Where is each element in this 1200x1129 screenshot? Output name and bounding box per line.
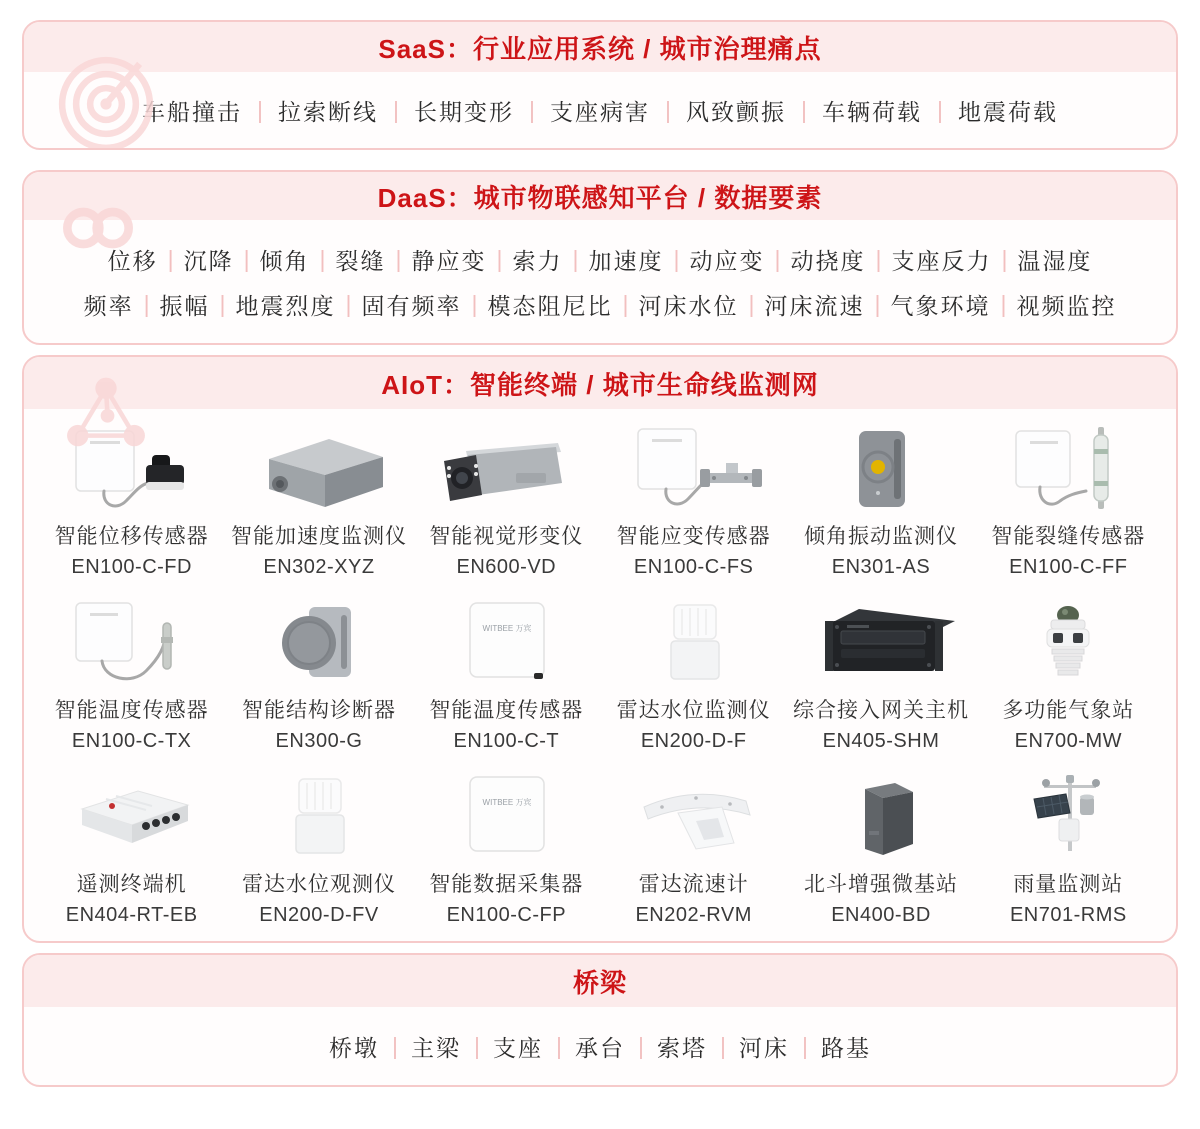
list-item: 索力 [512,247,563,274]
list-item: 模态阻尼比 [487,292,613,319]
separator: | [665,96,671,123]
bridge-header [24,955,1176,1007]
product-model: EN200-D-FV [259,904,379,926]
separator: | [319,245,326,272]
product-model: EN301-AS [831,556,931,578]
product-model: EN300-G [275,730,363,752]
product-model: EN100-C-FP [446,904,567,926]
product-name: 智能视觉形变仪 [429,525,584,548]
product-image-tilt-vibration-monitor [795,425,967,521]
list-item: 温湿度 [1017,247,1093,274]
product-image-weather-station [982,599,1154,695]
separator: | [1000,290,1007,317]
product-image-beidou-microstation [795,773,967,869]
saas-items-row [142,94,1058,127]
daas-section [22,170,1178,345]
separator: | [471,290,478,317]
product-name: 智能加速度监测仪 [230,525,407,548]
product-image-radar-water-level-monitor [608,599,780,695]
list-item: 裂缝 [335,247,386,274]
product-card [789,769,972,941]
product-card [227,595,410,767]
product-name: 雨量监测站 [1013,873,1124,896]
product-card [977,421,1160,593]
product-name: 多功能气象站 [1002,699,1135,722]
product-card [415,421,598,593]
bridge-section [22,953,1178,1087]
product-card [227,421,410,593]
separator: | [257,96,264,123]
product-card [977,769,1160,941]
list-item: 地震荷载 [957,98,1058,125]
list-item: 桥墩 [329,1034,380,1061]
separator: | [801,1032,808,1059]
saas-section [22,20,1178,150]
product-model: EN100-C-FS [633,556,754,578]
list-item: 视频监控 [1016,292,1117,319]
product-model: EN600-VD [456,556,557,578]
product-card [789,421,972,593]
daas-header [24,172,1176,220]
list-item: 振幅 [159,292,210,319]
separator: | [774,245,781,272]
separator: | [875,245,882,272]
separator: | [496,245,503,272]
product-name: 雷达流速计 [638,873,749,896]
separator: | [673,245,680,272]
product-image-strain-sensor [608,425,780,521]
separator: | [638,1032,644,1059]
product-image-rainfall-station [982,773,1154,869]
separator: | [392,1032,399,1059]
list-item: 频率 [83,292,134,319]
separator: | [748,290,755,317]
product-name: 综合接入网关主机 [792,699,969,722]
daas-items-row-1 [108,243,1093,276]
product-image-temperature-sensor-panel [420,599,592,695]
list-item: 车船撞击 [142,98,243,125]
list-item: 支座 [493,1034,544,1061]
separator: | [874,290,881,317]
product-image-structure-diagnoser [233,599,405,695]
product-image-gateway-host [795,599,967,695]
list-item: 路基 [820,1034,871,1061]
product-model: EN701-RMS [1009,904,1127,926]
separator: | [1001,245,1008,272]
aiot-title: AIoT：智能终端 / 城市生命线监测网 [381,369,819,400]
product-model: EN405-SHM [822,730,940,752]
product-name: 雷达水位观测仪 [241,873,396,896]
product-card [40,421,223,593]
separator: | [219,290,226,317]
list-item: 动应变 [689,247,765,274]
product-name: 智能应变传感器 [616,525,771,548]
product-card [602,421,785,593]
list-item: 动挠度 [790,247,866,274]
separator: | [622,290,629,317]
product-model: EN100-C-FF [1009,556,1128,578]
product-card [602,595,785,767]
product-name: 智能温度传感器 [429,699,584,722]
daas-title: DaaS：城市物联感知平台 / 数据要素 [377,182,823,213]
product-name: 智能温度传感器 [54,699,209,722]
product-name: 智能结构诊断器 [241,699,396,722]
product-image-accelerometer [233,425,405,521]
separator: | [572,245,579,272]
list-item: 风致颤振 [685,98,786,125]
list-item: 气象环境 [890,292,991,319]
product-name: 智能数据采集器 [429,873,584,896]
list-item: 倾角 [259,247,310,274]
separator: | [800,96,807,123]
separator: | [345,290,352,317]
list-item: 位移 [107,247,158,274]
aiot-header [24,357,1176,409]
list-item: 支座反力 [891,247,992,274]
separator: | [395,245,402,272]
product-image-radar-water-level-observer [233,773,405,869]
list-item: 支座病害 [550,98,650,125]
product-card [415,769,598,941]
list-item: 拉索断线 [278,98,379,125]
product-card [40,769,223,941]
product-model: EN100-C-FD [71,556,192,578]
product-card [227,769,410,941]
separator: | [143,290,150,317]
svg-text:WITBEE 万宾: WITBEE 万宾 [482,798,532,807]
bridge-title: 桥梁 [572,967,627,998]
separator: | [393,96,400,123]
product-image-crack-sensor [982,425,1154,521]
separator: | [719,1032,726,1059]
product-model: EN200-D-F [640,730,747,752]
separator: | [556,1032,562,1059]
product-name: 智能裂缝传感器 [991,525,1146,548]
product-card [602,769,785,941]
list-item: 索塔 [656,1034,707,1061]
list-item: 长期变形 [414,98,515,125]
product-image-temperature-sensor-probe [46,599,218,695]
product-name: 雷达水位监测仪 [616,699,771,722]
separator: | [167,245,174,272]
separator: | [474,1032,481,1059]
product-card [415,595,598,767]
separator: | [936,96,943,123]
product-name: 遥测终端机 [76,873,187,896]
product-card [977,595,1160,767]
product-image-data-collector [420,773,592,869]
list-item: 加速度 [588,247,664,274]
product-model: EN404-RT-EB [65,904,198,926]
product-image-displacement-sensor [46,425,218,521]
saas-header [24,22,1176,72]
list-item: 承台 [575,1034,625,1061]
product-image-telemetry-terminal [46,773,218,869]
daas-items-row-2 [84,288,1117,321]
product-image-vision-camera [420,425,592,521]
product-card [40,595,223,767]
product-model: EN302-XYZ [263,556,375,578]
separator: | [529,96,535,123]
product-name: 智能位移传感器 [54,525,209,548]
list-item: 河床 [738,1034,789,1061]
product-name: 北斗增强微基站 [803,873,958,896]
separator: | [243,245,250,272]
list-item: 静应变 [411,247,487,274]
list-item: 河床流速 [764,292,865,319]
product-model: EN100-C-TX [71,730,192,752]
saas-title: SaaS：行业应用系统 / 城市治理痛点 [378,33,822,64]
list-item: 主梁 [411,1034,462,1061]
product-grid [24,409,1176,943]
product-model: EN202-RVM [635,904,752,926]
aiot-section [22,355,1178,943]
product-image-radar-flow-meter [608,773,780,869]
product-name: 倾角振动监测仪 [803,525,958,548]
product-model: EN100-C-T [453,730,560,752]
list-item: 河床水位 [638,292,739,319]
list-item: 沉降 [183,247,234,274]
list-item: 地震烈度 [235,292,336,319]
bridge-items-row [329,1030,871,1063]
list-item: 车辆荷载 [821,98,922,125]
svg-text:WITBEE 万宾: WITBEE 万宾 [482,624,532,633]
product-model: EN400-BD [831,904,931,926]
product-model: EN700-MW [1014,730,1122,752]
list-item: 固有频率 [361,292,462,319]
product-card [789,595,972,767]
